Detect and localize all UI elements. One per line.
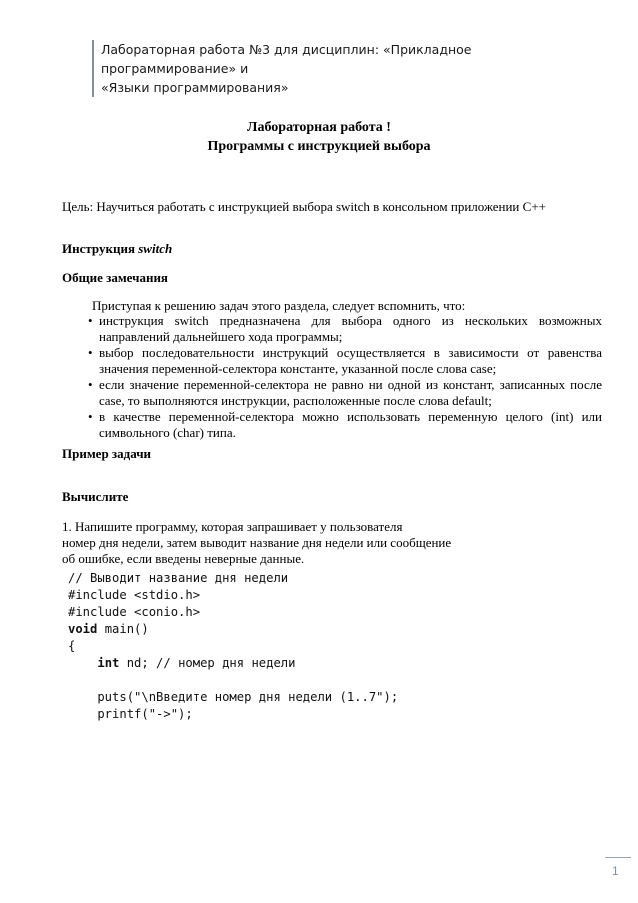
goal-text: Цель: Научиться работать с инструкцией выбора switch в консольном приложении C++ — [62, 199, 546, 214]
code-line: // Выводит название дня недели — [68, 571, 289, 585]
bullet-dot: • — [88, 409, 93, 424]
task-line-3: об ошибке, если введены неверные данные. — [62, 551, 305, 566]
list-item — [90, 377, 602, 409]
lab-title: Лабораторная работа ! — [247, 120, 391, 135]
code-line — [68, 672, 398, 689]
section-switch-prefix: Инструкция — [62, 241, 139, 256]
code-keyword: void — [68, 622, 98, 636]
bullet-dot: • — [88, 377, 93, 392]
header-line-2: «Языки программирования» — [101, 80, 289, 95]
section-switch-heading — [62, 241, 172, 257]
code-keyword: int — [97, 656, 120, 670]
section-compute-heading: Вычислите — [62, 489, 129, 504]
task-line-1: 1. Напишите программу, которая запрашивает у пользователя — [62, 519, 403, 534]
code-line: printf("->"); — [68, 707, 193, 721]
bullet-dot: • — [88, 313, 93, 328]
code-line: puts("\nВведите номер дня недели (1..7"); — [68, 690, 399, 704]
remarks-list — [90, 313, 602, 441]
bullet-text: в качестве переменной-селектора можно использовать переменную целого (int) или символьного (char) типа. — [99, 409, 602, 440]
page-number: 1 — [612, 864, 619, 878]
code-line: #include <conio.h> — [68, 605, 201, 619]
bullet-text: выбор последовательности инструкций осуществляется в зависимости от равенства значения переменной-селектора константе, указанной после слова case; — [99, 345, 602, 376]
code-indent — [68, 656, 97, 670]
section-switch-keyword: switch — [138, 241, 173, 256]
task-line-2: номер дня недели, затем выводит название дня недели или сообщение — [62, 535, 452, 550]
bullet-text: инструкция switch предназначена для выбора одного из нескольких возможных направлений дальнейшего хода программы; — [99, 313, 602, 344]
list-item — [90, 345, 602, 377]
page-number-rule — [605, 857, 631, 858]
code-line: #include <stdio.h> — [68, 588, 201, 602]
list-item — [90, 313, 602, 345]
section-example-heading: Пример задачи — [62, 446, 152, 461]
code-block — [68, 570, 398, 723]
code-text: nd; // номер дня недели — [119, 656, 296, 670]
list-item — [90, 409, 602, 441]
task-text — [62, 519, 451, 567]
code-line — [68, 621, 398, 638]
bullet-dot: • — [88, 345, 93, 360]
document-header — [92, 40, 601, 97]
code-text: main() — [97, 622, 149, 636]
header-line-1: Лабораторная работа №3 для дисциплин: «Прикладное программирование» и — [101, 42, 472, 76]
section-general-heading: Общие замечания — [62, 270, 168, 285]
code-line — [68, 655, 398, 672]
code-line: { — [68, 639, 76, 653]
intro-text: Приступая к решению задач этого раздела, следует вспомнить, что: — [92, 298, 466, 313]
lab-subtitle: Программы с инструкцией выбора — [207, 139, 431, 154]
bullet-text: если значение переменной-селектора не равно ни одной из констант, записанных после case, то выполняются инструкции, расположенные после слова default; — [99, 377, 602, 408]
